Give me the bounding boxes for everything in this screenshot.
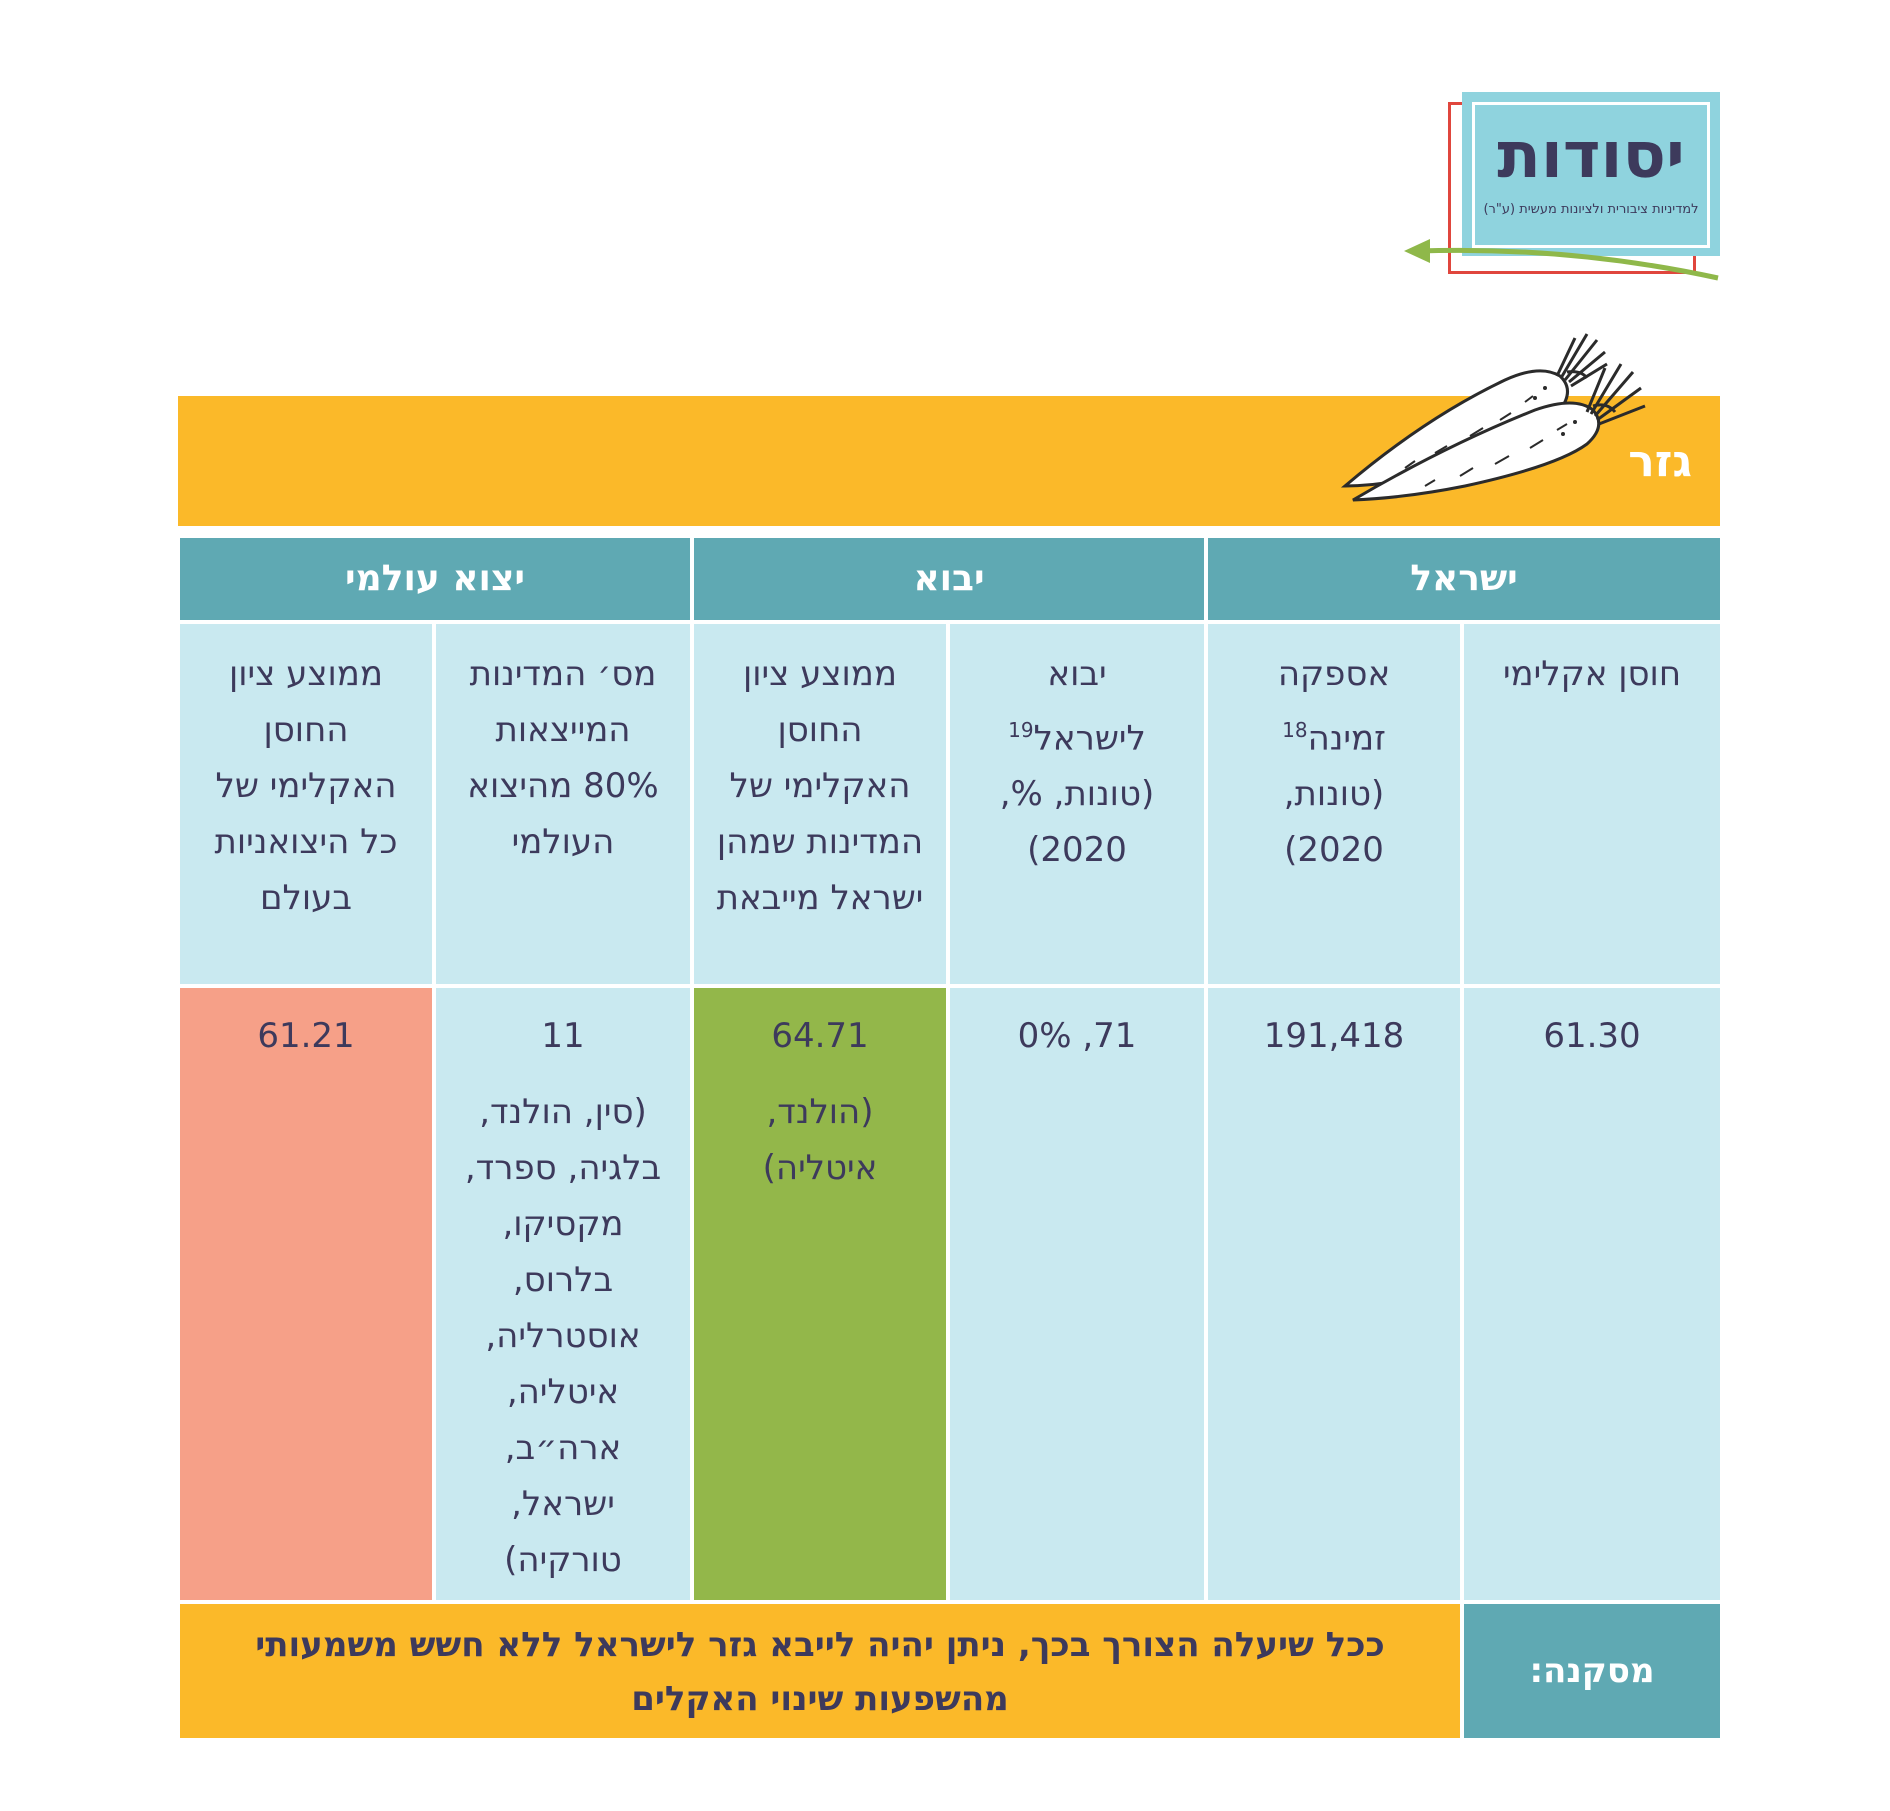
col-available-supply: אספקה זמינה$^{18}$ (טונות, 2020) xyxy=(1208,624,1460,984)
logo-subtitle: למדיניות ציבורית ולציונות מעשית (ע"ר) xyxy=(1483,202,1699,217)
logo xyxy=(1400,88,1720,288)
col-import-avg-index: ממוצע ציון החוסן האקלימי של המדינות שמהן ישראל מייבאת xyxy=(694,624,946,984)
value-export-avg-index: 61.21 xyxy=(180,988,432,1600)
value-import-to-israel: 71, 0% xyxy=(950,988,1204,1600)
conclusion-label: מסקנה: xyxy=(1464,1604,1720,1738)
arrow-icon xyxy=(1400,228,1720,288)
group-israel: ישראל xyxy=(1208,538,1720,620)
value-available-supply: 191,418 xyxy=(1208,988,1460,1600)
logo-title: יסודות xyxy=(1497,119,1685,193)
value-exporting-countries: 11 (סין, הולנד, בלגיה, ספרד, מקסיקו, בלרוס, אוסטרליה, איטליה, ארה״ב, ישראל, טורקיה) xyxy=(436,988,690,1600)
carrot-icon xyxy=(1335,318,1665,508)
col-import-to-israel: יבוא לישראל$^{19}$ (טונות, %, 2020) xyxy=(950,624,1204,984)
value-climate-resilience: 61.30 xyxy=(1464,988,1720,1600)
value-import-avg-index: 64.71 (הולנד, איטליה) xyxy=(694,988,946,1600)
group-import: יבוא xyxy=(694,538,1204,620)
import-countries-list: (הולנד, איטליה) xyxy=(762,1092,878,1188)
group-world-export: יצוא עולמי xyxy=(180,538,690,620)
exporting-countries-list: (סין, הולנד, בלגיה, ספרד, מקסיקו, בלרוס, אוסטרליה, איטליה, ארה״ב, ישראל, טורקיה) xyxy=(464,1092,662,1580)
col-export-avg-index: ממוצע ציון החוסן האקלימי של כל היצואניות בעולם xyxy=(180,624,432,984)
col-climate-resilience: חוסן אקלימי xyxy=(1464,624,1720,984)
conclusion-text: ככל שיעלה הצורך בכך, ניתן יהיה לייבא גזר לישראל ללא חשש משמעותי מהשפעות שינוי האקלים xyxy=(180,1604,1460,1738)
page-title: גזר xyxy=(1628,436,1692,487)
col-exporting-countries: מס׳ המדינות המייצאות 80% מהיצוא העולמי xyxy=(436,624,690,984)
